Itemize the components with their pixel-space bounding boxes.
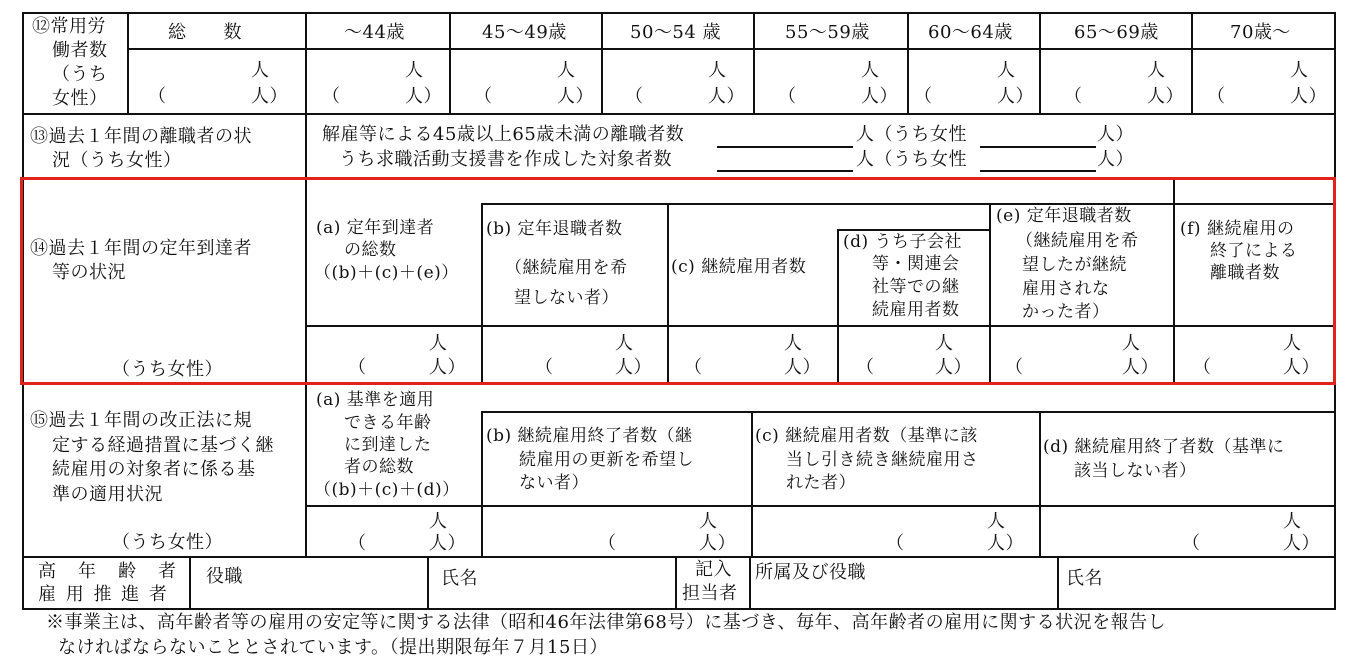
row14-col-a: (a) 定年到達者 [316,218,435,238]
unit-label: 人 [251,60,270,81]
header-age-70: 70歳～ [1230,22,1291,43]
paren-open: （ [598,533,617,554]
unit-label: 人 [557,60,576,81]
divider [1057,556,1059,610]
unit-close: 人） [987,533,1024,554]
row14-col-e: かった者） [1022,302,1110,322]
row14-col-b: （継続雇用を希 [505,258,628,278]
row15-label-line: 準の適用状況 [52,484,163,505]
header-age-60-64: 60～64歳 [928,22,1013,43]
unit-close: 人） [1122,357,1159,378]
divider [127,12,129,113]
role-label: 役職 [206,566,243,587]
row15-female-label: （うち女性） [112,532,223,553]
row14-label-line: ⑭過去１年間の定年到達者 [30,238,252,259]
row12-label-line: ⑫常用労 [32,16,106,37]
row15-col-a: できる年齢 [344,413,432,433]
paren-open: （ [535,357,554,378]
unit-close: 人） [251,86,288,107]
row15-col-a: (a) 基準を適用 [316,390,435,410]
row12-label-line: 働者数 [52,40,108,61]
row15-col-a: （(b)＋(c)＋(d)） [314,480,460,500]
row15-col-d: 該当しない者） [1074,461,1197,481]
unit-label: 人 [1290,60,1309,81]
row15-col-c: 当し引き続き継続雇用さ [786,450,979,470]
row13-line1-text: 解雇等による45歳以上65歳未満の離職者数 [322,124,685,145]
unit-close: 人） [557,86,594,107]
row13-line2-close: 人） [1097,149,1134,170]
unit-close: 人） [708,86,745,107]
paren-open: （ [474,86,493,107]
divider [305,113,307,177]
row13-line2-text: うち求職活動支援書を作成した対象者数 [339,149,672,170]
divider [749,556,751,610]
header-age-50-54: 50～54 歳 [630,22,722,43]
paren-open: （ [322,86,341,107]
row14-col-f: 終了による [1210,241,1298,261]
unit-label: 人 [1147,60,1166,81]
divider [751,411,753,556]
unit-label: 人 [1283,333,1302,354]
row15-col-b: 続雇用の更新を希望し [519,450,694,470]
unit-close: 人） [1283,533,1320,554]
divider [753,12,755,113]
paren-open: （ [148,86,167,107]
row14-col-e: 雇用されな [1022,279,1110,299]
divider [22,113,1336,115]
unit-label: 人 [708,60,727,81]
row15-label-line: ⑮過去１年間の改正法に規 [30,410,252,431]
unit-close: 人） [405,86,442,107]
row15-col-b: (b) 継続雇用終了者数（継 [486,426,693,446]
divider [601,12,603,113]
paren-open: （ [778,86,797,107]
header-age-55-59: 55～59歳 [785,22,870,43]
divider [305,383,307,556]
divider [481,411,1336,413]
unit-close: 人） [997,86,1034,107]
paren-open: （ [348,357,367,378]
name-label-2: 氏名 [1066,568,1103,589]
row14-col-a: （(b)＋(c)＋(e)） [314,263,459,283]
unit-label: 人 [429,333,448,354]
header-total: 総 数 [168,22,242,43]
divider [22,556,1336,558]
divider [675,556,677,610]
divider [1039,411,1041,556]
paren-open: （ [886,533,905,554]
blank-underline [717,170,853,172]
row15-col-c: れた者） [786,473,856,493]
blank-underline [980,170,1096,172]
divider [481,411,483,556]
paren-open: （ [1005,357,1024,378]
row14-female-label: （うち女性） [112,359,223,380]
row14-col-d: (d) うち子会社 [843,232,963,252]
unit-close: 人） [429,533,466,554]
row14-col-f: (f) 継続雇用の [1180,219,1295,239]
header-age-65-69: 65～69歳 [1074,22,1159,43]
divider [127,48,1336,50]
unit-close: 人） [699,533,736,554]
row13-line1-female: 人（うち女性 [856,124,967,145]
writer-label-line: 記入 [695,559,732,580]
unit-close: 人） [615,357,652,378]
row15-col-a: に到達した [344,435,432,455]
border-top [22,12,1336,14]
unit-label: 人 [861,60,880,81]
paren-open: （ [625,86,644,107]
paren-open: （ [1064,86,1083,107]
row15-col-a: 者の総数 [344,457,414,477]
paren-open: （ [914,86,933,107]
paren-open: （ [856,357,875,378]
footnote-line: ※事業主は、高年齢者等の雇用の安定等に関する法律（昭和46年法律第68号）に基づき、毎年、高年齢者の雇用に関する状況を報告し [46,612,1167,633]
unit-label: 人 [1283,511,1302,532]
row14-col-e: 望したが継続 [1022,255,1127,275]
row15-col-c: (c) 継続雇用者数（基準に該 [755,426,978,446]
row13-label-line: 況（うち女性） [52,150,182,171]
unit-close: 人） [784,357,821,378]
row13-label-line: ⑬過去１年間の離職者の状 [30,126,252,147]
row13-line2-female: 人（うち女性 [856,149,967,170]
row14-col-e: （継続雇用を希 [1016,231,1139,251]
header-age-45-49: 45～49歳 [482,22,567,43]
row14-col-d: 社等での継 [872,277,960,297]
unit-label: 人 [1122,333,1141,354]
promoter-label-line: 高 年 齢 者 [38,561,178,582]
paren-open: （ [348,533,367,554]
unit-label: 人 [699,511,718,532]
unit-close: 人） [861,86,898,107]
row14-col-b: (b) 定年退職者数 [486,219,623,239]
blank-underline [717,146,853,148]
border-bottom [22,608,1336,610]
paren-open: （ [1193,357,1212,378]
row15-col-d: (d) 継続雇用終了者数（基準に [1043,437,1285,457]
row13-line1-close: 人） [1097,124,1134,145]
unit-label: 人 [935,333,954,354]
unit-label: 人 [615,333,634,354]
row15-col-b: ない者） [519,473,589,493]
row14-label-line: 等の状況 [52,262,126,283]
row14-col-c: (c) 継続雇用者数 [671,257,807,277]
row12-label-line: （うち [52,64,108,85]
row15-label-line: 続雇用の対象者に係る基 [52,459,256,480]
row12-label-line: 女性） [52,88,108,109]
row14-col-b: 望しない者） [514,288,619,308]
unit-label: 人 [784,333,803,354]
divider [305,12,307,113]
unit-close: 人） [1290,86,1327,107]
divider [449,12,451,113]
row14-col-d: 続雇用者数 [872,300,960,320]
divider [305,505,1336,507]
unit-label: 人 [997,60,1016,81]
row14-col-e: (e) 定年退職者数 [996,206,1132,226]
header-age-44: ～44歳 [344,22,405,43]
writer-label-line: 担当者 [682,583,738,604]
divider [427,556,429,610]
paren-open: （ [1182,533,1201,554]
divider [1039,12,1041,113]
row14-col-f: 離職者数 [1210,263,1280,283]
row14-col-a: の総数 [344,240,397,260]
paren-open: （ [684,357,703,378]
unit-close: 人） [1147,86,1184,107]
unit-close: 人） [935,357,972,378]
unit-label: 人 [987,511,1006,532]
divider [907,12,909,113]
row14-col-d: 等・関連会 [872,254,960,274]
paren-open: （ [1207,86,1226,107]
divider [1191,12,1193,113]
divider [189,556,191,610]
blank-underline [980,146,1096,148]
dept-role-label: 所属及び役職 [755,562,866,583]
unit-close: 人） [429,357,466,378]
unit-close: 人） [1283,357,1320,378]
footnote-line: なければならないこととされています。（提出期限毎年７月15日） [58,637,608,658]
unit-label: 人 [429,511,448,532]
name-label: 氏名 [441,568,478,589]
unit-label: 人 [405,60,424,81]
row15-label-line: 定する経過措置に基づく継 [52,435,274,456]
promoter-label-line: 雇 用 推 進 者 [38,584,169,605]
